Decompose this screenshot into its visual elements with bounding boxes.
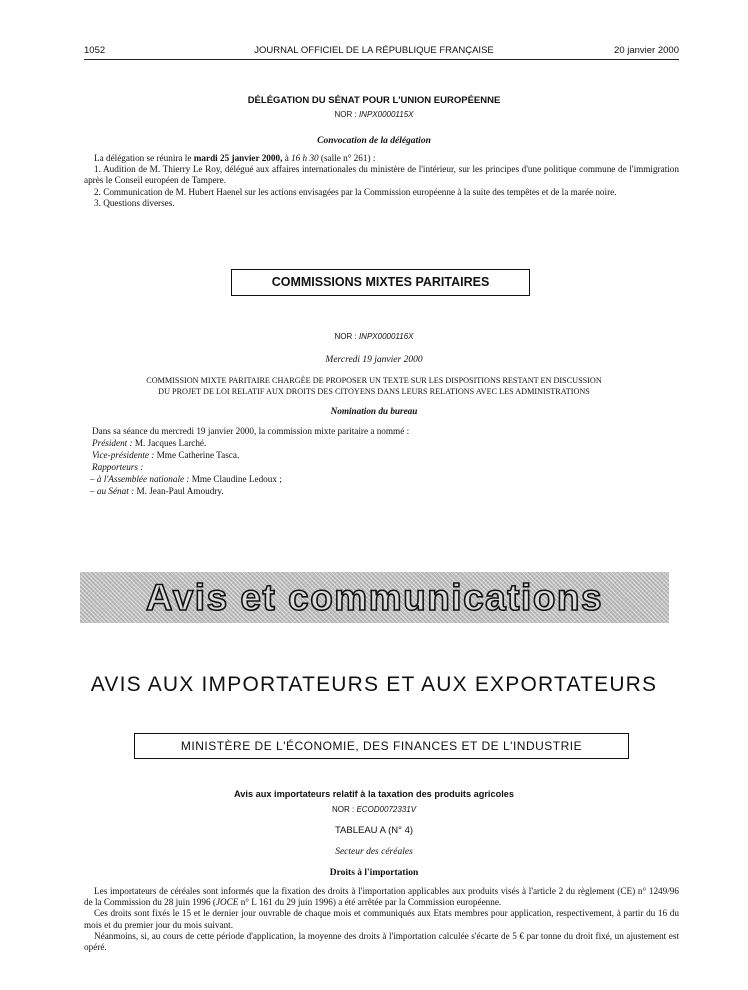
- header-rule: [84, 59, 679, 60]
- cmp-date: Mercredi 19 janvier 2000: [325, 355, 423, 365]
- avis-banner-text: Avis et communications: [145, 577, 604, 618]
- delegation-nor: [0, 110, 748, 119]
- nor-label: NOR :: [331, 805, 355, 814]
- agenda-item-2: 2. Communication de M. Hubert Haenel sur les actions envisagées par la Commission européenne à la suite des tempêtes et de la marée noire.: [94, 186, 617, 197]
- journal-title: JOURNAL OFFICIEL DE LA RÉPUBLIQUE FRANÇAISE: [254, 45, 494, 56]
- rapporteur-assemblee: – à l'Assemblée nationale : Mme Claudine Ledoux ;: [90, 474, 282, 484]
- nor-code: ECOD0072331V: [356, 805, 417, 814]
- notice-paragraph-1: Les importateurs de céréales sont informés que la fixation des droits à l'importation applicables aux produits visés à l'article 2 du règlement (CE) n° 1249/96 de la Commission du 28 juin 1996 (JOCE n° L 161 du 29 juin 1996) a été arrêtée par la Commission européenne.: [84, 886, 679, 908]
- nor-label: NOR :: [334, 110, 357, 119]
- commission-heading-line-1: COMMISSION MIXTE PARITAIRE CHARGÉE DE PROPOSER UN TEXTE SUR LES DISPOSITIONS RESTANT EN DISCUSSION: [146, 376, 602, 385]
- page-number: 1052: [84, 45, 106, 56]
- rapporteurs-label: Rapporteurs :: [92, 462, 144, 472]
- delegation-body: [84, 153, 679, 209]
- notice-nor: [0, 805, 748, 814]
- delegation-intro: La délégation se réunira le mardi 25 janvier 2000, à 16 h 30 (salle n° 261) :: [94, 153, 376, 163]
- notice-title: Avis aux importateurs relatif à la taxation des produits agricoles: [234, 789, 514, 799]
- avis-banner: [80, 572, 669, 623]
- nomination-body: [92, 425, 682, 497]
- droits-title: Droits à l'importation: [329, 868, 419, 878]
- agenda-item-3: 3. Questions diverses.: [94, 197, 175, 208]
- cmp-box-title: COMMISSIONS MIXTES PARITAIRES: [231, 269, 530, 296]
- commission-heading: [0, 376, 748, 397]
- avis-section-title: AVIS AUX IMPORTATEURS ET AUX EXPORTATEURS: [90, 673, 658, 696]
- notice-body: [84, 886, 679, 953]
- ministry-box: MINISTÈRE DE L'ÉCONOMIE, DES FINANCES ET DE L'INDUSTRIE: [134, 733, 629, 759]
- nomination-title: Nomination du bureau: [330, 406, 418, 416]
- tableau-title: TABLEAU A (N° 4): [334, 825, 414, 836]
- nor-code: INPX0000116X: [358, 332, 414, 341]
- delegation-title: DÉLÉGATION DU SÉNAT POUR L'UNION EUROPÉENNE: [247, 95, 501, 106]
- sector-title: Secteur des céréales: [335, 847, 413, 857]
- nomination-intro: Dans sa séance du mercredi 19 janvier 2000, la commission mixte paritaire a nommé :: [92, 426, 410, 436]
- header-date: 20 janvier 2000: [614, 45, 679, 56]
- president-line: Président : M. Jacques Larché.: [92, 438, 207, 448]
- cmp-nor: [0, 332, 748, 341]
- convocation-title: Convocation de la délégation: [317, 136, 431, 146]
- notice-paragraph-3: Néanmoins, si, au cours de cette période d'application, la moyenne des droits à l'importation calculée s'écarte de 5 € par tonne du droit fixé, un ajustement est opéré.: [84, 930, 679, 953]
- commission-heading-line-2: DU PROJET DE LOI RELATIF AUX DROITS DES CITOYENS DANS LEURS RELATIONS AVEC LES ADMINISTRATIONS: [158, 386, 590, 396]
- nor-label: NOR :: [334, 332, 357, 341]
- notice-paragraph-2: Ces droits sont fixés le 15 et le dernier jour ouvrable de chaque mois et communiqués aux Etats membres pour application, respectivement, à partir du 16 du mois et du premier jour du mois suivant.: [84, 908, 679, 930]
- rapporteur-senat: – au Sénat : M. Jean-Paul Amoudry.: [90, 486, 224, 496]
- agenda-item-1: 1. Audition de M. Thierry Le Roy, délégué aux affaires internationales du ministère de l'intérieur, sur les principes d'une politique commune de l'immigration après le Conseil européen de Tampere.: [84, 164, 679, 186]
- nor-code: INPX0000115X: [358, 110, 414, 119]
- vice-president-line: Vice-présidente : Mme Catherine Tasca.: [92, 450, 240, 460]
